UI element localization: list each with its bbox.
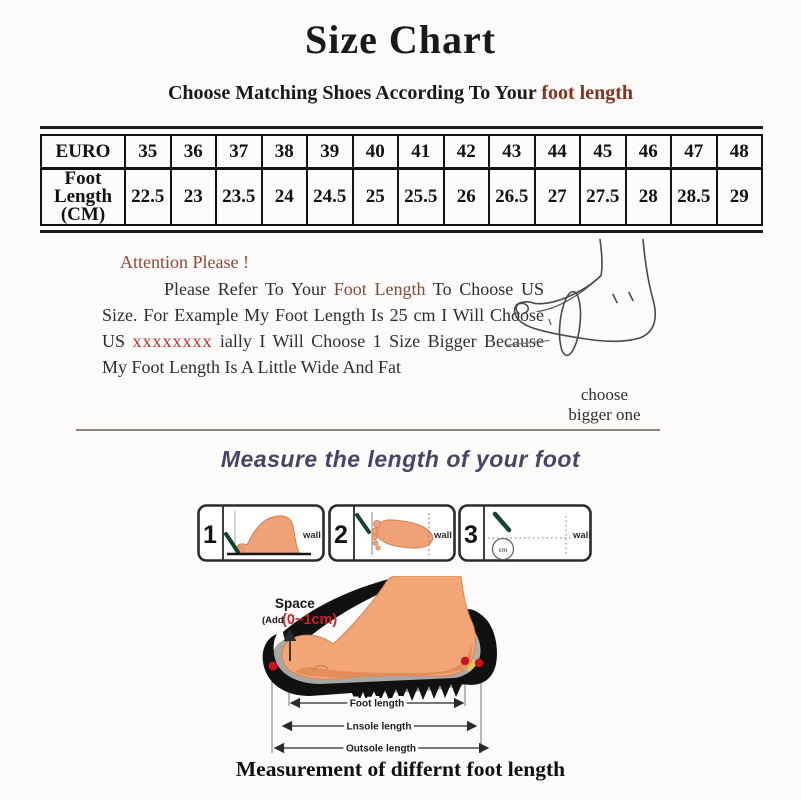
size-table <box>40 134 763 226</box>
space-label: Space <box>275 596 315 611</box>
euro-size-cell: 43 <box>489 135 535 169</box>
foot-length-cell: 24.5 <box>307 169 353 226</box>
sketch-caption-line1: choose <box>580 385 629 404</box>
attention-paragraph <box>102 276 544 380</box>
measure-step-2 <box>328 504 456 564</box>
step-number: 2 <box>334 521 348 549</box>
euro-size-cell: 38 <box>262 135 308 169</box>
space-range-label: (0~1cm) <box>282 612 338 628</box>
euro-size-cell: 42 <box>444 135 490 169</box>
attention-block <box>102 252 544 380</box>
page-title: Size Chart <box>304 17 497 62</box>
euro-size-cell: 37 <box>216 135 262 169</box>
foot-sketch-icon <box>505 238 705 376</box>
euro-size-cell: 48 <box>717 135 763 169</box>
insole-length-label: Lnsole length <box>346 721 412 733</box>
attention-text-3: ially I Will Choose 1 Size Bigger Because My Foot Length Is A Little Wide And Fat <box>102 331 544 377</box>
bottom-caption: Measurement of differnt foot length <box>235 757 566 781</box>
foot-length-cell: 27 <box>535 169 581 226</box>
foot-length-cell: 24 <box>262 169 308 226</box>
euro-header-cell: EURO <box>41 135 125 169</box>
euro-size-cell: 39 <box>307 135 353 169</box>
euro-size-cell: 46 <box>626 135 672 169</box>
euro-size-cell: 36 <box>171 135 217 169</box>
foot-length-cell: 23 <box>171 169 217 226</box>
foot-measurement-diagram <box>225 576 585 762</box>
euro-size-cell: 44 <box>535 135 581 169</box>
subtitle-text: Choose Matching Shoes According To Your <box>167 82 542 104</box>
foot-length-cell: 28 <box>626 169 672 226</box>
euro-size-cell: 35 <box>125 135 171 169</box>
foot-length-cell: 27.5 <box>580 169 626 226</box>
measure-heading: Measure the length of your foot <box>220 446 581 472</box>
euro-size-cell: 41 <box>398 135 444 169</box>
foot-length-cell: 26 <box>444 169 490 226</box>
outsole-length-label: Outsole length <box>346 743 416 755</box>
foot-length-cell: 23.5 <box>216 169 262 226</box>
step-number: 3 <box>464 521 478 549</box>
sketch-caption <box>537 385 672 425</box>
tape-measure-label: cm <box>498 548 508 554</box>
attention-heading: Attention Please ! <box>120 252 249 272</box>
wall-label: wall <box>303 530 321 541</box>
foot-length-cell: 22.5 <box>125 169 171 226</box>
wall-label: wall <box>434 530 452 541</box>
wall-label: wall <box>573 530 591 541</box>
foot-length-label: Foot length <box>349 698 405 710</box>
measure-step-3 <box>458 504 592 564</box>
step-number: 1 <box>203 521 217 549</box>
foot-length-header-cell: Foot Length (CM) <box>41 169 125 226</box>
measure-step-1 <box>197 504 325 564</box>
sketch-caption-line2: bigger one <box>568 405 641 424</box>
euro-row <box>41 135 762 169</box>
foot-length-row <box>41 169 762 226</box>
foot-length-cell: 28.5 <box>671 169 717 226</box>
space-add-label: (Add <box>262 615 284 626</box>
foot-length-cell: 26.5 <box>489 169 535 226</box>
attention-strike-text: xxxxxxxx <box>132 331 213 351</box>
subtitle-highlight: foot length <box>541 82 634 104</box>
attention-text-2: To Choose US Size. For Example My Foot Length Is 25 cm I Will Choose US <box>102 279 544 351</box>
foot-length-cell: 25.5 <box>398 169 444 226</box>
attention-text-1: Please Refer To Your <box>164 279 334 299</box>
subtitle <box>0 82 801 105</box>
foot-length-cell: 25 <box>353 169 399 226</box>
section-divider <box>76 429 660 431</box>
foot-length-cell: 29 <box>717 169 763 226</box>
size-table-wrap <box>40 126 763 233</box>
euro-size-cell: 40 <box>353 135 399 169</box>
attention-highlight: Foot Length <box>333 279 426 299</box>
euro-size-cell: 45 <box>580 135 626 169</box>
euro-size-cell: 47 <box>671 135 717 169</box>
